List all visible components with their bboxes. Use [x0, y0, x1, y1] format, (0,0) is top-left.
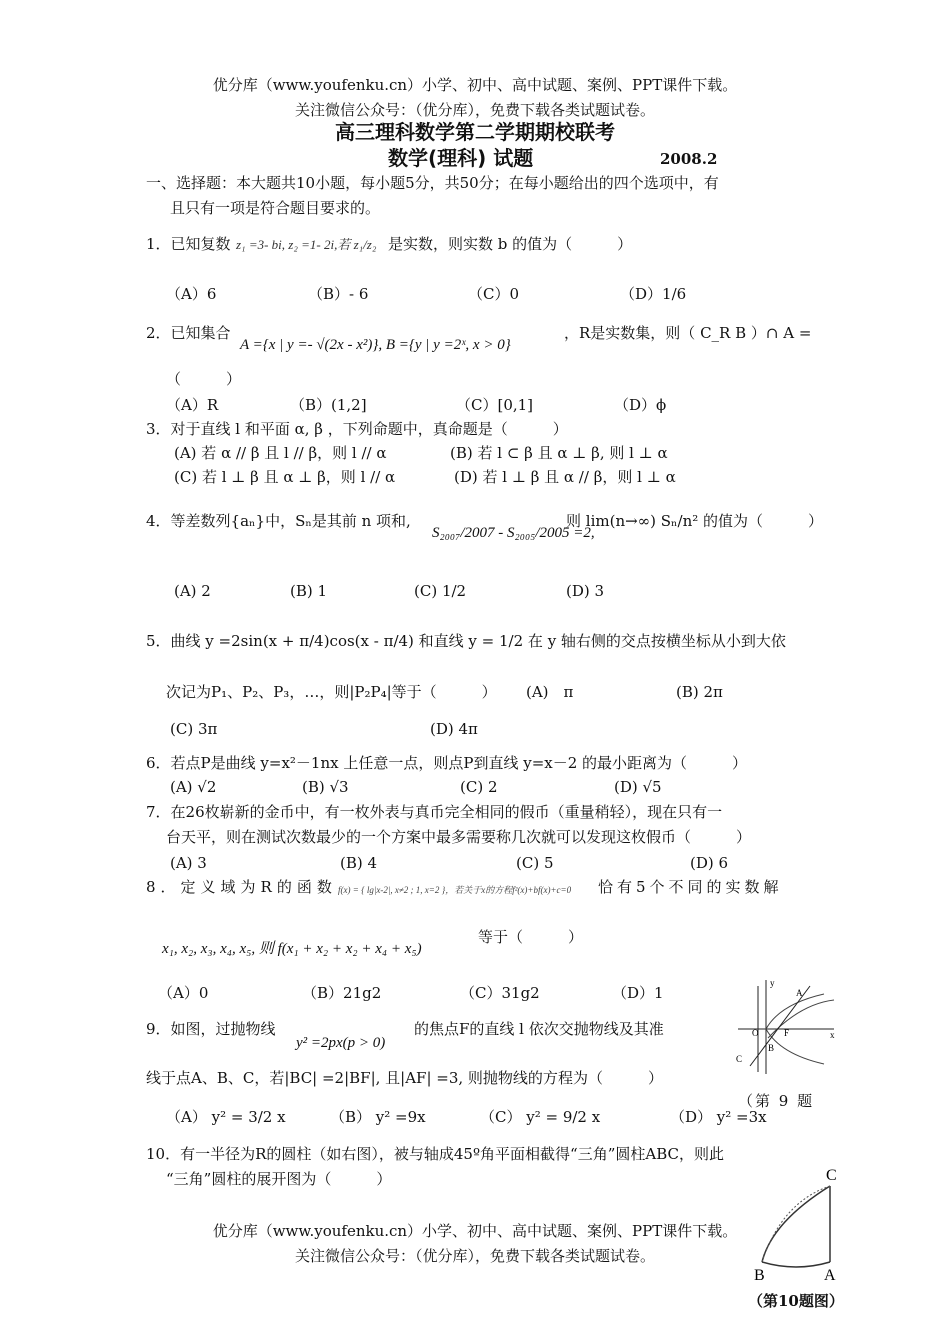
q9-label-y: y: [770, 978, 775, 988]
q1-option-b: （B）- 6: [308, 285, 369, 303]
header-line-2: 关注微信公众号：（优分库），免费下载各类试题试卷。: [294, 101, 655, 119]
q1-stem-a: 1．已知复数: [146, 235, 231, 253]
q7-option-b: (B) 4: [340, 854, 378, 872]
q9-focal-curve: [768, 1000, 834, 1038]
q9-figure-caption: （第 9 题: [738, 1092, 815, 1110]
q9-label-x: x: [830, 1030, 835, 1040]
q1-formula: z₁ =3- bi, z₂ =1- 2i,若 z₁/z₂: [236, 237, 377, 252]
q7-stem-a: 7．在26枚崭新的金币中，有一枚外表与真币完全相同的假币（重量稍轻），现在只有一: [146, 803, 723, 821]
q8-option-d: （D）1: [612, 984, 664, 1002]
q9-focal-line: [750, 986, 810, 1066]
q9-option-c: （C） y² = 9/2 x: [480, 1108, 601, 1126]
q9-label-b: B: [768, 1043, 775, 1053]
q8-stem-a: 8．定义域为R的函数: [146, 878, 337, 896]
q9-label-o: O: [752, 1028, 759, 1038]
q10-label-a: A: [824, 1267, 836, 1282]
q6-option-b: (B) √3: [302, 778, 349, 796]
q2-option-c: （C）[0,1]: [456, 396, 534, 414]
q8-stem-d: 等于（ ）: [478, 928, 584, 946]
q9-label-f: F: [784, 1028, 790, 1038]
q4-option-b: (B) 1: [290, 582, 328, 600]
q10-label-b: B: [754, 1267, 765, 1282]
q2-stem-a: 2．已知集合: [146, 324, 231, 342]
q1-option-d: （D）1/6: [620, 285, 687, 303]
q9-label-a: A: [796, 988, 803, 998]
q7-option-a: (A) 3: [170, 854, 207, 872]
q8-option-a: （A）0: [158, 984, 209, 1002]
q5-stem-b: 次记为P₁、P₂、P₃，…，则|P₂P₄|等于（ ）: [166, 683, 497, 701]
q8-stem-c: x₁, x₂, x₃, x₄, x₅, 则 f(x₁ + x₂ + x₂ + x₄ + x₅): [162, 941, 422, 957]
q3-option-c: (C) 若 l ⊥ β 且 α ⊥ β，则 l // α: [174, 468, 396, 486]
q1-option-a: （A）6: [166, 285, 217, 303]
q2-option-b: （B）(1,2]: [290, 396, 367, 414]
q2-answer-paren: （ ）: [166, 370, 242, 388]
q6-option-c: (C) 2: [460, 778, 498, 796]
q9-stem-b: 的焦点F的直线 l 依次交抛物线及其准: [414, 1020, 664, 1038]
q1-stem-b: 是实数，则实数 b 的值为（ ）: [388, 235, 633, 253]
page-subtitle: 数学(理科) 试题: [388, 146, 534, 170]
q2-formula: A ={x | y =- √(2x - x²)}, B ={y | y =2ˣ, x > 0}: [240, 337, 511, 353]
q4-formula: S₂₀₀₇/2007 - S₂₀₀₅/2005 =2,: [432, 525, 595, 541]
q3-option-d: (D) 若 l ⊥ β 且 α // β，则 l ⊥ α: [454, 468, 676, 486]
q4-option-c: (C) 1/2: [414, 582, 467, 600]
q8-stem-b: 恰有5个不同的实数解: [598, 878, 783, 896]
q9-label-c: C: [736, 1054, 743, 1064]
q10-figure-caption: （第10题图）: [748, 1292, 844, 1310]
q9-option-a: （A） y² = 3/2 x: [166, 1108, 286, 1126]
q7-option-d: (D) 6: [690, 854, 729, 872]
q3-option-a: (A) 若 α // β 且 l // β，则 l // α: [174, 444, 387, 462]
q5-option-d: (D) 4π: [430, 720, 478, 738]
q10-stem-b: “三角”圆柱的展开图为（ ）: [166, 1170, 392, 1188]
section-instruction-line-2: 且只有一项是符合题目要求的。: [170, 199, 381, 217]
q8-formula: f(x) = { lg|x-2|, x≠2 ; 1, x=2 }，若关于x的方程f²(x)+bf(x)+c=0: [338, 885, 572, 895]
q4-option-d: (D) 3: [566, 582, 605, 600]
q9-stem-c: 线于点A、B、C，若|BC| =2|BF|, 且|AF| =3, 则抛物线的方程为（ ）: [146, 1069, 663, 1087]
q6-option-d: (D) √5: [614, 778, 662, 796]
q10-label-c: C: [826, 1167, 837, 1184]
q4-stem-a: 4．等差数列{aₙ}中，Sₙ是其前 n 项和,: [146, 512, 411, 530]
q8-option-b: （B）21g2: [302, 984, 382, 1002]
q2-option-a: （A）R: [166, 396, 219, 414]
header-line-1: 优分库（www.youfenku.cn）小学、初中、高中试题、案例、PPT课件下载。: [212, 76, 738, 94]
q5-option-b: (B) 2π: [676, 683, 723, 701]
q7-option-c: (C) 5: [516, 854, 554, 872]
q9-parabola-figure: [730, 976, 840, 1076]
q2-option-d: （D）ϕ: [614, 396, 667, 414]
q9-stem-a: 9．如图，过抛物线: [146, 1020, 276, 1038]
footer-line-1: 优分库（www.youfenku.cn）小学、初中、高中试题、案例、PPT课件下载。: [212, 1222, 738, 1240]
q3-stem: 3．对于直线 l 和平面 α, β ，下列命题中，真命题是（ ）: [146, 420, 568, 438]
section-instruction-line-1: 一、选择题：本大题共10小题，每小题5分，共50分；在每小题给出的四个选项中，有: [146, 174, 719, 192]
footer-line-2: 关注微信公众号：（优分库），免费下载各类试题试卷。: [294, 1247, 655, 1265]
q9-option-d: （D） y² =3x: [670, 1108, 767, 1126]
q9-option-b: （B） y² =9x: [330, 1108, 426, 1126]
q9-formula: y² =2px(p > 0): [296, 1035, 386, 1051]
q4-stem-b: 则 lim(n→∞) Sₙ/n² 的值为（ ）: [566, 512, 824, 530]
q5-stem-a: 5．曲线 y =2sin(x + π/4)cos(x - π/4) 和直线 y = 1/2 在 y 轴右侧的交点按横坐标从小到大依: [146, 632, 786, 650]
q1-option-c: （C）0: [468, 285, 520, 303]
q3-option-b: (B) 若 l ⊂ β 且 α ⊥ β, 则 l ⊥ α: [450, 444, 668, 462]
q5-option-a: (A) π: [526, 683, 574, 701]
q6-stem: 6．若点P是曲线 y=x²－1nx 上任意一点，则点P到直线 y=x－2 的最小距离为（ ）: [146, 754, 748, 772]
q8-option-c: （C）31g2: [460, 984, 540, 1002]
page-title: 高三理科数学第二学期期校联考: [335, 120, 615, 144]
q2-stem-b: ，R是实数集，则（ C_R B ）∩ A =: [564, 324, 812, 342]
q4-option-a: (A) 2: [174, 582, 211, 600]
q6-option-a: (A) √2: [170, 778, 217, 796]
q10-stem-a: 10．有一半径为R的圆柱（如右图），被与轴成45º角平面相截得“三角”圆柱ABC，则此: [146, 1145, 724, 1163]
exam-date: 2008.2: [660, 150, 718, 168]
q5-option-c: (C) 3π: [170, 720, 218, 738]
q7-stem-b: 台天平，则在测试次数最少的一个方案中最多需要称几次就可以发现这枚假币（ ）: [166, 828, 752, 846]
